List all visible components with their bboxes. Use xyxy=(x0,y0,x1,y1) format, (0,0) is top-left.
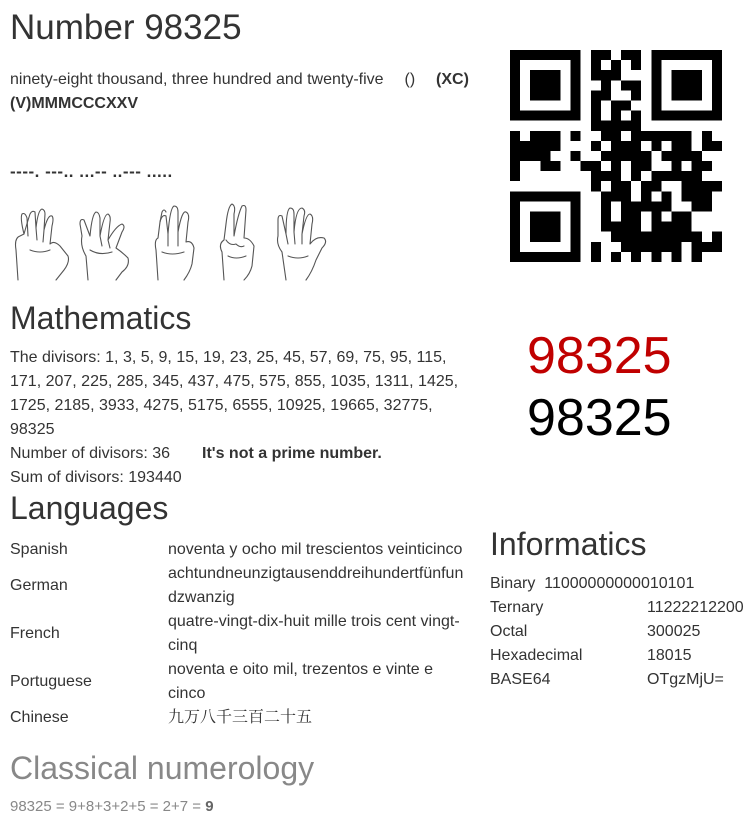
number-of-divisors: Number of divisors: 36 xyxy=(10,445,171,462)
informatics-row xyxy=(490,644,744,668)
hand-sign-8-icon xyxy=(80,212,128,280)
number-display-black: 98325 xyxy=(527,389,672,447)
hand-sign-2-icon xyxy=(220,204,254,280)
words-text: ninety-eight thousand, three hundred and twenty-five xyxy=(10,71,384,88)
language-name: Chinese xyxy=(10,709,69,726)
informatics-table xyxy=(490,572,744,692)
informatics-heading: Informatics xyxy=(490,526,647,562)
informatics-value: 18015 xyxy=(647,647,692,664)
language-row xyxy=(10,610,468,658)
informatics-row xyxy=(490,668,744,692)
language-text: noventa y ocho mil trescientos veinticinco xyxy=(168,541,463,558)
qr-code-icon xyxy=(510,50,722,262)
language-row xyxy=(10,538,468,562)
informatics-label: Binary xyxy=(490,575,536,592)
mathematics-heading: Mathematics xyxy=(10,300,192,336)
language-name: French xyxy=(10,625,60,642)
informatics-label: Octal xyxy=(490,623,528,640)
hand-sign-9-icon xyxy=(16,209,69,280)
hand-sign-3-icon xyxy=(155,206,194,280)
informatics-label: Ternary xyxy=(490,599,544,616)
number-in-words xyxy=(10,68,470,92)
divisors-label: The divisors: xyxy=(10,349,101,366)
languages-table xyxy=(10,538,468,730)
language-name: Portuguese xyxy=(10,673,92,690)
sign-language-hands xyxy=(10,200,340,282)
informatics-label: Hexadecimal xyxy=(490,647,583,664)
informatics-row xyxy=(490,596,744,620)
language-row xyxy=(10,706,468,730)
language-text: noventa e oito mil, trezentos e vinte e cinco xyxy=(168,661,434,702)
page-title: Number 98325 xyxy=(10,8,242,47)
informatics-value: 300025 xyxy=(647,623,701,640)
parens-text: () xyxy=(404,71,416,88)
language-text: 九万八千三百二十五 xyxy=(168,709,313,726)
language-row xyxy=(10,658,468,706)
numerology-heading: Classical numerology xyxy=(10,750,315,786)
numerology-formula: 98325 = 9+8+3+2+5 = 2+7 = xyxy=(10,798,202,815)
sum-of-divisors: Sum of divisors: 193440 xyxy=(10,469,182,486)
languages-heading: Languages xyxy=(10,490,169,526)
informatics-value: 11222212200 xyxy=(647,599,744,616)
number-display-red: 98325 xyxy=(527,327,672,385)
hand-sign-5-icon xyxy=(278,208,326,280)
informatics-value: 11000000000010101 xyxy=(544,575,695,592)
informatics-label: BASE64 xyxy=(490,671,551,688)
informatics-row xyxy=(490,572,744,596)
prime-note: It's not a prime number. xyxy=(202,445,382,462)
divisors-list: 1, 3, 5, 9, 15, 19, 23, 25, 45, 57, 69, 75, 95, 115, 171, 207, 225, 285, 345, 437, 475, 575, 855, 1035, 1311, 1425, 1725, 2185, 3933, 4275, 5175, 6555, 10925, 19665, 32775, 98325 xyxy=(10,349,459,438)
roman-numeral: (V)MMMCCCXXV xyxy=(10,95,138,112)
informatics-value: OTgzMjU= xyxy=(647,671,724,688)
language-text: achtundneunzigtausenddreihundertfünfun dzwanzig xyxy=(168,565,464,606)
language-name: German xyxy=(10,577,68,594)
language-text: quatre-vingt-dix-huit mille trois cent vingt-cinq xyxy=(168,613,460,654)
language-name: Spanish xyxy=(10,541,68,558)
divisors-block xyxy=(10,346,470,442)
morse-code: ----. ---.. ...-- ..--- ..... xyxy=(10,162,173,181)
numerology-line xyxy=(10,796,214,818)
roman-short: (XC) xyxy=(436,71,469,88)
numerology-result: 9 xyxy=(205,798,214,815)
informatics-row xyxy=(490,620,744,644)
language-row xyxy=(10,562,468,610)
